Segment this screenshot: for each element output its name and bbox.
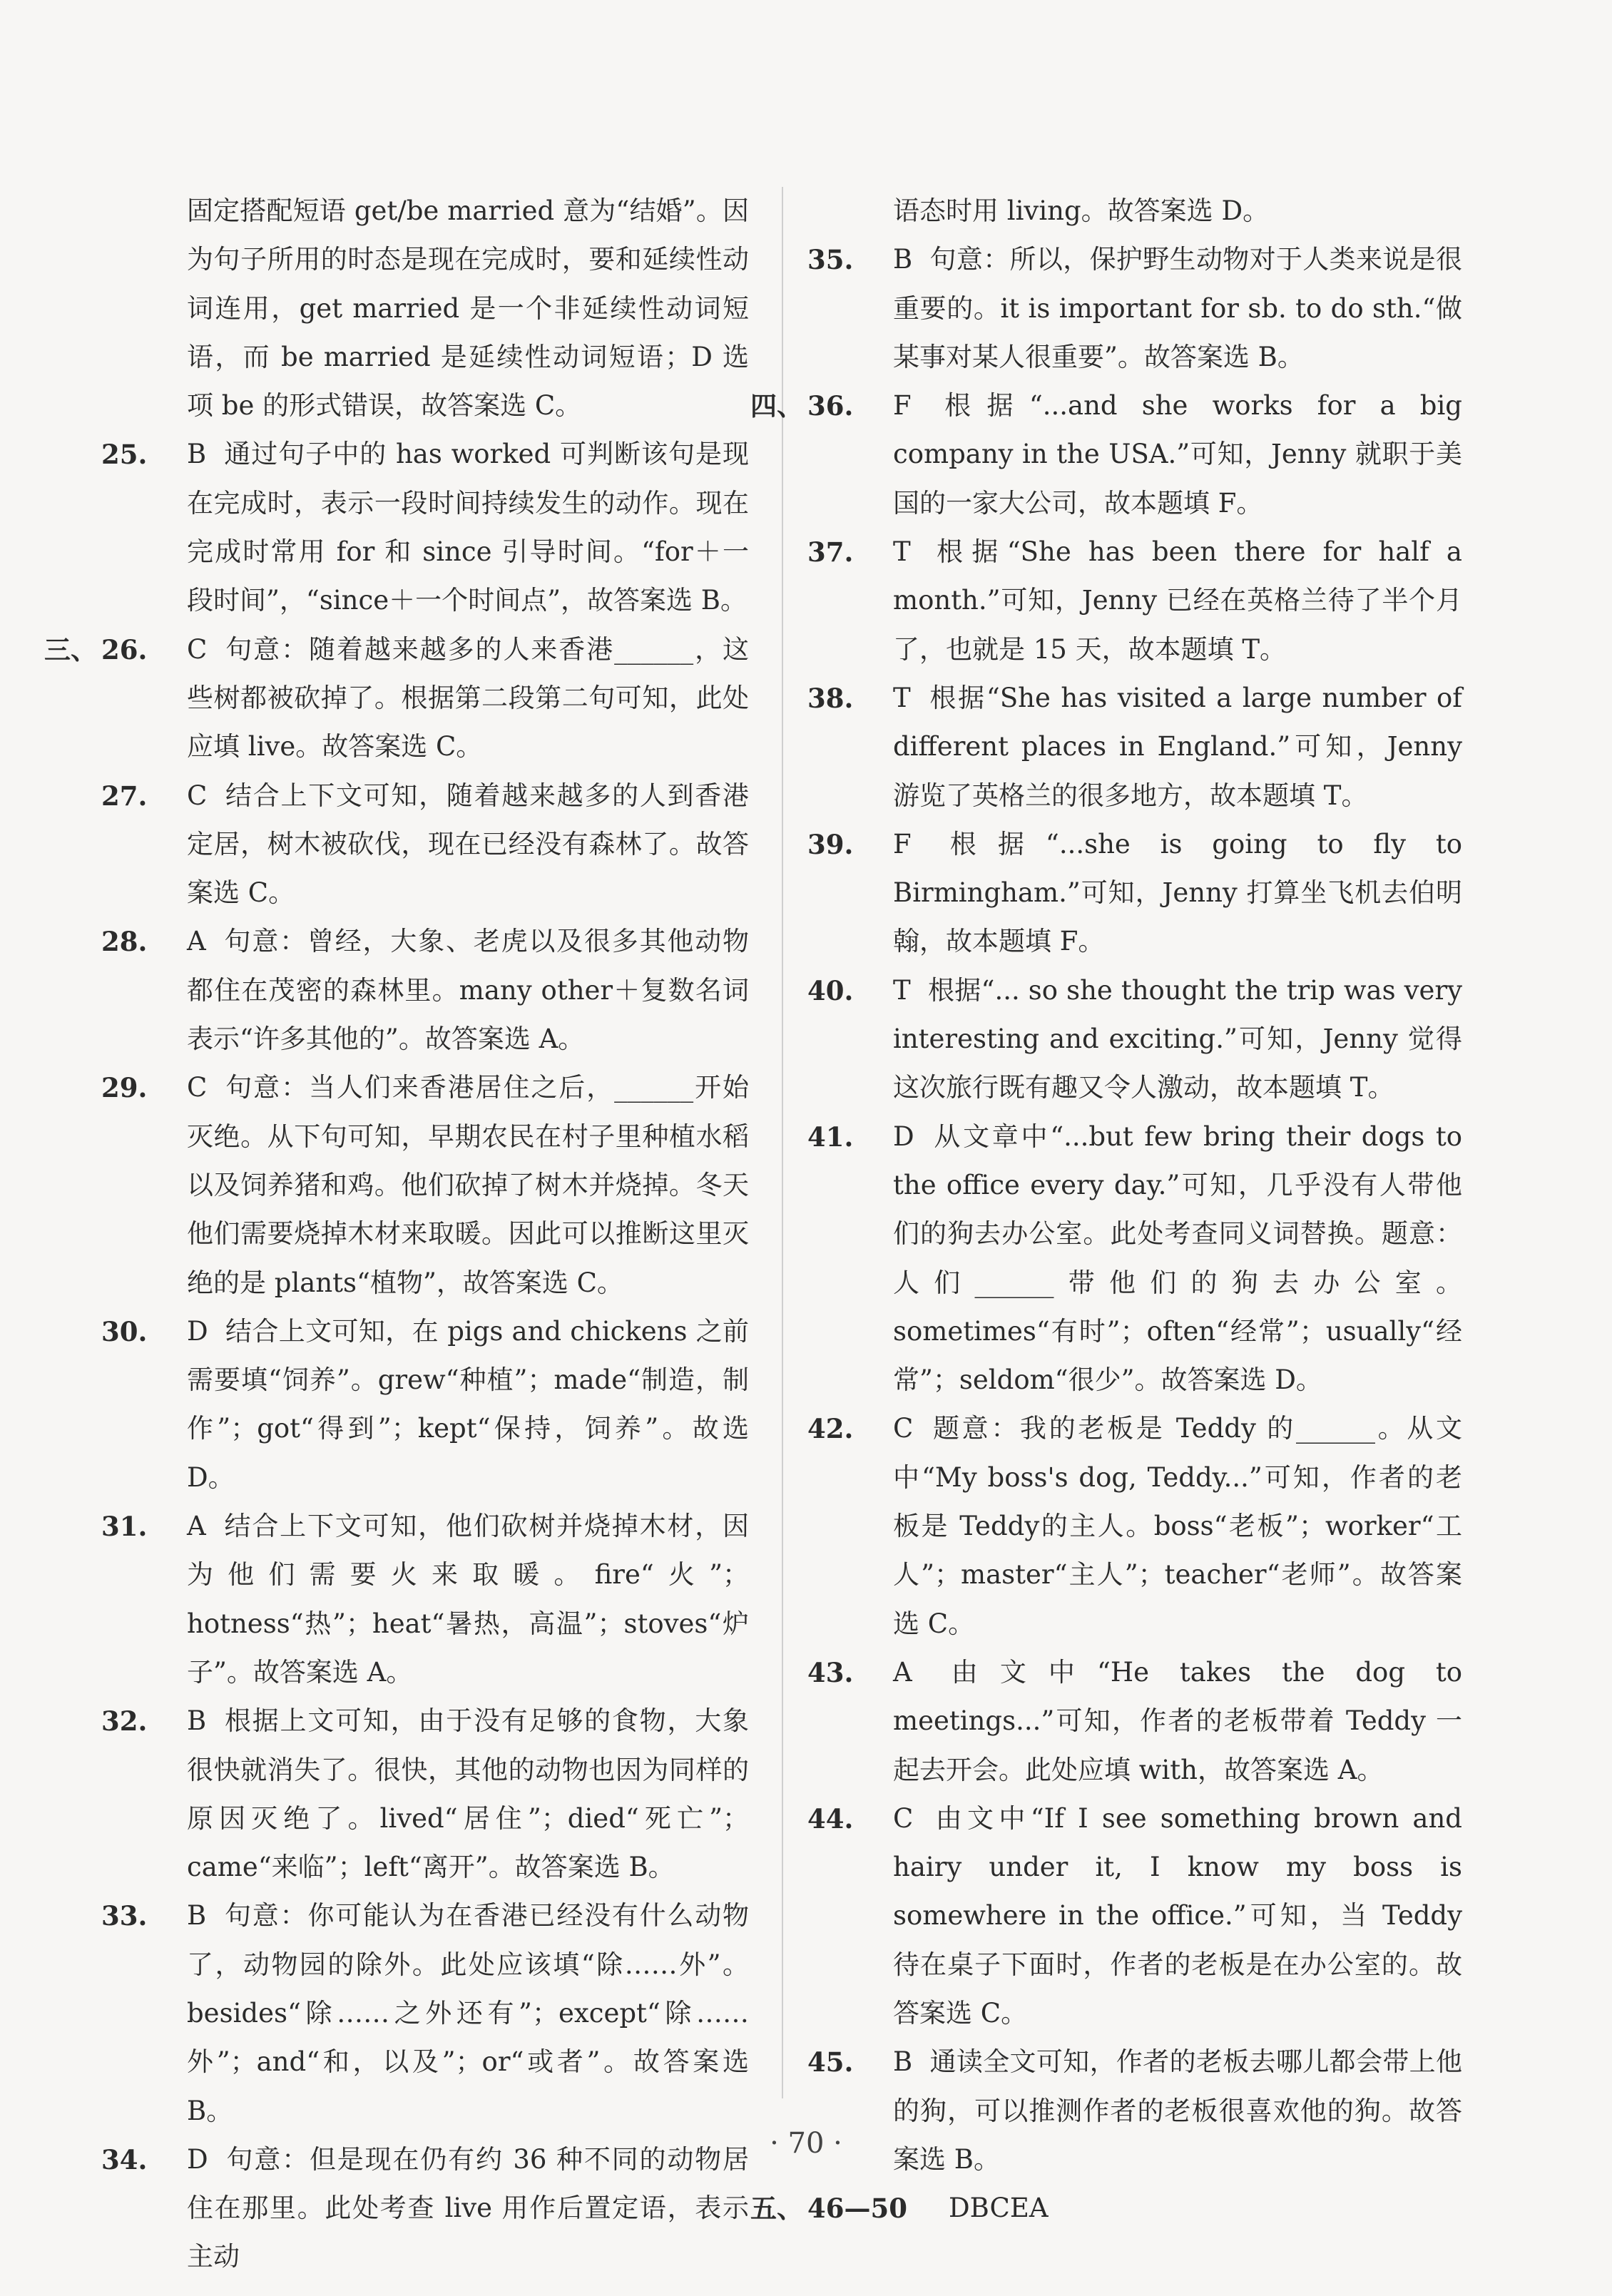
answer-letter: T <box>893 536 911 568</box>
question-number: 34. <box>101 2143 148 2175</box>
answer-letter: C <box>187 1072 208 1103</box>
answer-letter: A <box>187 1511 206 1542</box>
answer-item <box>807 1404 1462 1648</box>
answer-letter: B <box>187 1705 207 1737</box>
explanation-text: 句意：随着越来越多的人来香港______，这些树都被砍掉了。根据第二段第二句可知，此处应填 live。故答案选 C。 <box>187 633 749 762</box>
question-number: 43. <box>807 1656 854 1688</box>
explanation-text: 结合上下文可知，他们砍树并烧掉木材，因为他们需要火来取暖。fire“火”；hotness“热”；heat“暑热，高温”；stoves“炉子”。故答案选 A。 <box>187 1511 749 1688</box>
answer-item <box>807 235 1462 382</box>
answer-item <box>807 1648 1462 1795</box>
answer-letter: F <box>893 828 912 859</box>
answer-letter: C <box>893 1413 914 1444</box>
section-number: 四、 <box>750 390 803 422</box>
question-number: 46—50 <box>807 2193 907 2225</box>
answer-item <box>807 1113 1462 1405</box>
page-number: · 70 · <box>770 2127 842 2160</box>
explanation-text: 结合上下文可知，随着越来越多的人到香港定居，树木被砍伐，现在已经没有森林了。故答案选 C。 <box>187 780 749 909</box>
answer-letter: C <box>187 633 208 665</box>
answer-item <box>101 430 749 625</box>
answer-item <box>807 966 1462 1113</box>
answer-item <box>807 820 1462 966</box>
explanation-text: 通读全文可知，作者的老板去哪儿都会带上他的狗，可以推测作者的老板很喜欢他的狗。故答案选 B。 <box>893 2046 1462 2175</box>
question-number: 31. <box>101 1511 148 1543</box>
question-number: 32. <box>101 1705 148 1738</box>
answer-letter: A <box>893 1656 912 1688</box>
answer-item <box>101 917 749 1063</box>
question-number: 45. <box>807 2046 854 2078</box>
section-number: 三、 <box>44 633 97 665</box>
question-number: 26. <box>101 633 148 665</box>
explanation-text: 句意：你可能认为在香港已经没有什么动物了，动物园的除外。此处应该填“除……外”。besides“除……之外还有”；except“除……外”；and“和，以及”；or“或者”。故答案选 B。 <box>187 1900 749 2126</box>
answer-item <box>101 772 749 918</box>
answer-letter: T <box>893 682 911 713</box>
answer-item <box>107 187 749 430</box>
answer-letter: F <box>893 390 912 422</box>
answer-item <box>101 1697 749 1892</box>
question-number: 37. <box>807 536 854 568</box>
question-number: 40. <box>807 974 854 1006</box>
answer-item <box>813 187 1462 235</box>
question-number: 44. <box>807 1802 854 1835</box>
answer-letter: DBCEA <box>949 2193 1049 2224</box>
explanation-text: 根据上文可知，由于没有足够的食物，大象很快就消失了。很快，其他的动物也因为同样的原因灭绝了。lived“居住”；died“死亡”；came“来临”；left“离开”。故答案选 B。 <box>187 1705 749 1883</box>
answer-letter: C <box>893 1802 914 1834</box>
explanation-text: 句意：当人们来香港居住之后，______开始灭绝。从下句可知，早期农民在村子里种植水稻以及饲养猪和鸡。他们砍掉了树木并烧掉。冬天他们需要烧掉木材来取暖。因此可以推断这里灭绝的是 plants“植物”，故答案选 C。 <box>187 1072 749 1298</box>
answer-item <box>750 2184 1462 2233</box>
answer-letter: C <box>187 780 208 811</box>
question-number: 35. <box>807 244 854 276</box>
explanation-text: 根据“... so she thought the trip was very interesting and exciting.”可知，Jenny 觉得这次旅行既有趣又令人激动，故本题填 T。 <box>893 974 1462 1103</box>
explanation-text: 通过句子中的 has worked 可判断该句是现在完成时，表示一段时间持续发生的动作。现在完成时常用 for 和 since 引导时间。“for＋一段时间”，“since＋一个时间点”，故答案选 B。 <box>187 439 749 616</box>
answer-item <box>101 1063 749 1307</box>
answer-letter: D <box>187 1315 208 1347</box>
explanation-text: 语态时用 living。故答案选 D。 <box>893 195 1270 226</box>
question-number: 25. <box>101 439 148 471</box>
answer-letter: D <box>893 1121 914 1152</box>
question-number: 27. <box>101 780 148 812</box>
question-number: 29. <box>101 1072 148 1104</box>
explanation-text: 根据“She has visited a large number of different places in England.”可知，Jenny 游览了英格兰的很多地方，故本题填 T。 <box>893 682 1462 811</box>
answer-letter: D <box>187 2143 208 2175</box>
explanation-text: 从文章中“...but few bring their dogs to the office every day.”可知，几乎没有人带他们的狗去办公室。此处考查同义词替换。题意：人们______带他们的狗去办公室。sometimes“有时”；often“经常”；usually“经常”；seldom“很少”。故答案选 D。 <box>893 1121 1462 1396</box>
question-number: 33. <box>101 1900 148 1932</box>
explanation-text: 结合上文可知，在 pigs and chickens 之前需要填“饲养”。grew“种植”；made“制造，制作”；got“得到”；kept“保持，饲养”。故选 D。 <box>187 1315 749 1493</box>
answer-letter: T <box>893 974 911 1006</box>
explanation-text: 句意：曾经，大象、老虎以及很多其他动物都住在茂密的森林里。many other＋复数名词表示“许多其他的”。故答案选 A。 <box>187 926 749 1055</box>
explanation-text: 句意：所以，保护野生动物对于人类来说是很重要的。it is important for sb. to do sth.“做某事对某人很重要”。故答案选 B。 <box>893 244 1462 372</box>
explanation-text: 由文中“If I see something brown and hairy under it, I know my boss is somewhere in the office.”可知，当 Teddy 待在桌子下面时，作者的老板是在办公室的。故答案选 C。 <box>893 1802 1462 2029</box>
answer-item <box>807 2038 1462 2184</box>
left-column <box>44 187 749 2282</box>
question-number: 30. <box>101 1315 148 1347</box>
answer-item <box>101 1307 749 1502</box>
explanation-text: 固定搭配短语 get/be married 意为“结婚”。因为句子所用的时态是现在完成时，要和延续性动词连用，get married 是一个非延续性动词短语，而 be married 是延续性动词短语；D 选项 be 的形式错误，故答案选 C。 <box>187 195 749 422</box>
answer-letter: A <box>187 926 206 957</box>
explanation-text: 根据“...and she works for a big company in the USA.”可知，Jenny 就职于美国的一家大公司，故本题填 F。 <box>893 390 1462 519</box>
answer-letter: B <box>893 2046 913 2078</box>
question-number: 28. <box>101 926 148 958</box>
answer-item <box>101 1892 749 2135</box>
explanation-text: 根据“She has been there for half a month.”可知，Jenny 已经在英格兰待了半个月了，也就是 15 天，故本题填 T。 <box>893 536 1462 665</box>
explanation-text: 句意：但是现在仍有约 36 种不同的动物居住在那里。此处考查 live 用作后置定语，表示主动 <box>187 2143 749 2272</box>
answer-letter: B <box>893 244 913 275</box>
answer-letter: B <box>187 1900 207 1932</box>
question-number: 38. <box>807 682 854 714</box>
answer-item <box>807 674 1462 820</box>
explanation-text: 由文中“He takes the dog to meetings...”可知，作者的老板带着 Teddy 一起去开会。此处应填 with，故答案选 A。 <box>893 1656 1462 1785</box>
question-number: 36. <box>807 390 854 422</box>
explanation-text: 根据“...she is going to fly to Birmingham.”可知，Jenny 打算坐飞机去伯明翰，故本题填 F。 <box>893 828 1462 957</box>
answer-item <box>750 382 1462 528</box>
answer-item <box>807 528 1462 674</box>
explanation-text: 题意：我的老板是 Teddy 的______。从文中“My boss's dog, Teddy...”可知，作者的老板是 Teddy的主人。boss“老板”；worker“工人”；master“主人”；teacher“老师”。故答案选 C。 <box>893 1413 1462 1639</box>
section-number: 五、 <box>750 2193 803 2225</box>
column-divider <box>782 187 783 2098</box>
answer-letter: B <box>187 439 207 470</box>
answer-item <box>807 1795 1462 2038</box>
answer-item <box>101 1502 749 1697</box>
answer-item <box>44 626 749 772</box>
question-number: 41. <box>807 1121 854 1153</box>
question-number: 42. <box>807 1413 854 1445</box>
question-number: 39. <box>807 828 854 860</box>
